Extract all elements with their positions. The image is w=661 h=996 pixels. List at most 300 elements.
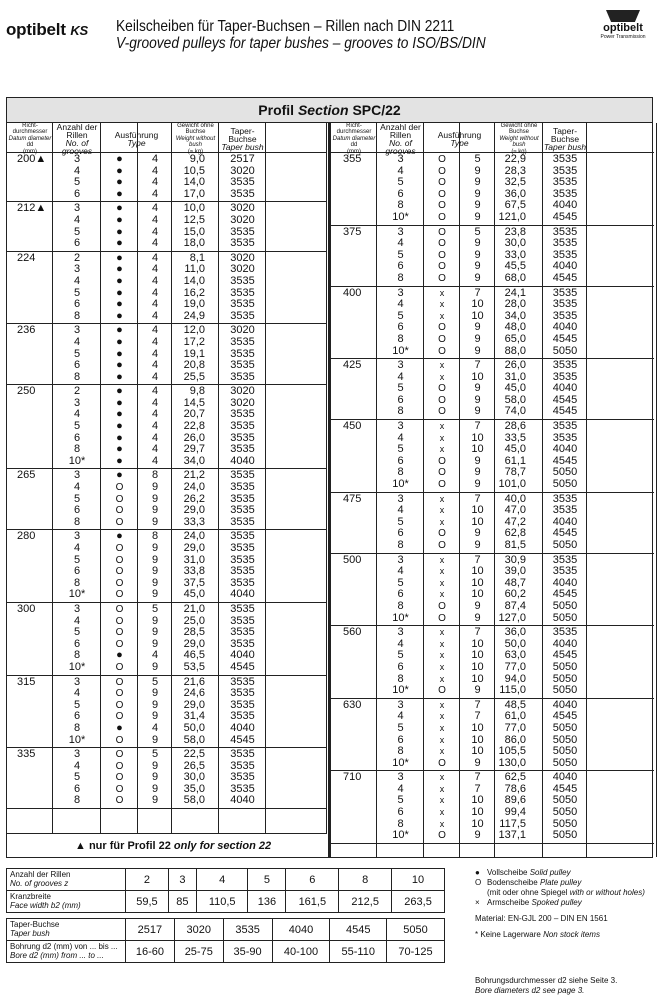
taper-bush: 5050 [552,599,578,612]
legend [475,868,645,996]
type-number: 5 [151,675,159,688]
diameter-group [7,385,327,469]
groove-count: 4 [397,298,404,311]
taper-bush: 4545 [230,733,255,746]
type-symbol: O [115,734,124,746]
type-symbol: x [439,310,445,321]
weight: 130,0 [498,756,526,769]
type-number: 9 [474,164,481,177]
type-number: 4 [151,263,159,276]
table-row [7,723,327,735]
table-row [7,735,327,747]
column-header [7,123,53,153]
bush-bore-table [6,918,445,963]
section-de: Profil [258,102,295,118]
taper-bush: 5050 [552,478,578,491]
taper-bush: 3020 [230,263,255,276]
groove-count: 4 [73,213,81,226]
type-symbol: O [115,795,124,807]
diameter-group [331,699,654,772]
type-number: 10 [471,588,484,601]
face-width-cell: 59,5 [126,891,169,913]
table-row [331,273,654,285]
type-symbol: ● [116,202,123,215]
table-row [7,543,327,555]
weight: 53,5 [183,660,205,673]
header-en: Datum diameter [332,135,376,142]
header-en: Type [127,138,146,148]
type-symbol: x [439,818,445,829]
table-row [7,238,327,250]
taper-bush: 4040 [552,698,578,711]
table-row [7,578,327,590]
type-symbol: ● [116,298,123,311]
taper-bush: 3535 [552,248,578,261]
table-row [7,531,327,543]
taper-bush: 3535 [230,576,255,589]
type-number: 10 [471,649,484,662]
groove-count: 4 [73,408,81,421]
type-symbol: O [115,482,124,494]
taper-bush: 3535 [552,298,578,311]
datum-diameter: 475 [343,492,362,505]
table-row [331,433,654,445]
taper-bush: 3535 [552,164,578,177]
legend-bore-en: Bore diameters d2 see page 3. [475,986,585,995]
datum-diameter: 250 [17,385,36,398]
type-symbol: ● [116,263,123,276]
table-row [331,360,654,372]
groove-count: 5 [397,515,404,528]
face-width-cell: 263,5 [392,891,445,913]
table-row [7,566,327,578]
bore-cell: 55-110 [330,941,387,963]
table-row [331,650,654,662]
table-row [331,322,654,334]
type-symbol: x [439,516,445,527]
type-number: 9 [474,332,481,345]
taper-bush: 3535 [230,698,255,711]
groove-count: 5 [397,443,404,456]
table-row [7,166,327,178]
row-groups [331,153,654,844]
weight: 78,7 [504,466,526,479]
groove-count: 3 [397,153,404,165]
type-number: 5 [151,602,159,615]
table-row [331,795,654,807]
belt-logo-icon [606,10,640,22]
groove-count: 8 [397,405,404,418]
type-symbol: ● [116,153,123,165]
taper-bush: 5050 [552,611,578,624]
type-symbol: ● [116,164,123,177]
type-symbol: O [115,516,124,528]
type-symbol: ● [116,454,123,467]
type-symbol: ● [116,370,123,383]
groove-count: 5 [73,420,81,433]
bore-note-de: Bohrungsdurchmesser d2 siehe Seite 3. [475,976,618,985]
taper-bush: 4040 [552,382,578,395]
groove-count: 4 [73,481,81,494]
weight: 137,1 [498,829,526,842]
weight: 29,0 [183,504,205,517]
type-symbol: x [439,807,445,818]
legend-spoked-de: Armscheibe [487,898,530,907]
taper-bush: 3535 [230,225,255,238]
weight: 48,5 [504,698,526,711]
brand [6,20,88,40]
face-width-cell: 110,5 [196,891,248,913]
type-number: 10 [471,817,484,830]
type-number: 9 [474,527,481,540]
groove-count: 6 [397,588,404,601]
taper-bush: 4040 [230,649,255,662]
type-number: 9 [151,687,159,700]
type-symbol: ● [116,443,123,456]
header-de: Taper-Buchse [550,126,580,144]
weight: 86,0 [504,733,526,746]
taper-bush: 3535 [230,347,255,360]
type-symbol: O [438,757,446,769]
type-symbol: O [115,615,124,627]
groove-count: 6 [73,359,81,372]
bush-cell: 3020 [174,919,223,941]
table-row [331,589,654,601]
footnote [7,833,327,857]
title-en: V-grooved pulleys for taper bushes – grooves to ISO/BS/DIN [116,35,486,52]
groove-count: 5 [397,576,404,589]
groove-count: 5 [73,553,81,566]
type-number: 7 [474,710,481,723]
table-row [7,386,327,398]
groove-count: 8 [73,794,81,807]
type-symbol: O [438,830,446,842]
taper-bush: 3020 [230,324,255,337]
column-header [495,123,543,153]
taper-bush: 4040 [552,515,578,528]
diameter-group [7,469,327,530]
type-number: 9 [474,466,481,479]
bush-cell: 3535 [223,919,272,941]
weight: 19,1 [183,347,205,360]
taper-bush: 4040 [552,637,578,650]
taper-bush: 3535 [552,286,578,299]
type-symbol: x [439,638,445,649]
weight: 45,0 [504,443,526,456]
type-number: 4 [151,309,159,322]
groove-count: 6 [73,504,81,517]
weight: 20,7 [183,408,205,421]
header-de: Gewicht ohne Buchse [500,122,538,136]
taper-bush: 4545 [552,527,578,540]
table-row [331,406,654,418]
type-symbol: ● [116,408,123,421]
datum-diameter: 224 [17,251,36,264]
type-number: 9 [151,515,159,528]
type-number: 4 [151,420,159,433]
groove-count: 3 [73,263,81,276]
taper-bush: 4040 [230,794,255,807]
table-row [331,528,654,540]
legend-spoked [475,898,645,908]
weight: 62,8 [504,527,526,540]
type-number: 10 [471,672,484,685]
type-number: 7 [474,286,481,299]
table-row [7,288,327,300]
type-symbol: ● [116,237,123,250]
table-row [7,589,327,601]
diameter-group [7,748,327,809]
diameter-group [331,420,654,493]
weight: 26,5 [183,759,205,772]
groove-count: 10* [392,210,409,223]
header-en: Datum diameter [8,135,52,142]
datum-diameter: 236 [17,324,36,337]
table-row [7,409,327,421]
taper-bush: 3020 [230,396,255,409]
type-number: 9 [474,756,481,769]
type-symbol: O [438,406,446,418]
datum-diameter: 300 [17,602,36,615]
table-row [331,311,654,323]
type-number: 9 [151,492,159,505]
type-symbol: O [438,211,446,223]
header-en: No. of grooves [61,138,93,156]
weight: 33,0 [504,248,526,261]
legend-plate-note-de: (mit oder ohne Spiegel [487,888,568,897]
type-symbol: O [115,627,124,639]
table-row [331,383,654,395]
taper-bush: 4545 [552,332,578,345]
type-symbol: x [439,650,445,661]
groove-count: 6 [73,637,81,650]
table-row [331,685,654,697]
table-row [7,604,327,616]
column-header [53,122,101,156]
table-row [7,444,327,456]
type-symbol: O [438,612,446,624]
taper-bush: 4040 [552,199,578,212]
datum-diameter: 560 [343,626,362,639]
groove-count: 6 [397,260,404,273]
bush-cell: 4545 [330,919,387,941]
type-number: 9 [474,393,481,406]
table-row [331,212,654,224]
bore-label [7,941,126,963]
weight: 67,5 [504,199,526,212]
weight: 28,5 [183,626,205,639]
taper-bush: 3535 [230,492,255,505]
table-row [331,517,654,529]
type-number: 9 [151,771,159,784]
type-symbol: x [439,795,445,806]
header-de: Richt-durchmesser [336,122,372,136]
weight: 87,4 [504,599,526,612]
weight: 9,8 [189,385,205,398]
type-number: 4 [151,251,159,264]
weight: 81,5 [504,539,526,551]
type-number: 9 [151,759,159,772]
type-number: 9 [151,733,159,746]
weight: 11,0 [184,263,205,276]
weight: 115,0 [499,684,526,697]
legend-stock-de: * Keine Lagerware [475,930,541,939]
type-number: 9 [151,481,159,494]
type-number: 7 [474,420,481,433]
header-de: Gewicht ohne Buchse [177,122,214,136]
groove-count: 4 [73,164,81,177]
face-width-cell: 212,5 [339,891,392,913]
taper-bush: 3535 [552,309,578,322]
type-number: 9 [151,698,159,711]
type-number: 9 [474,176,481,189]
taper-bush: 4545 [552,271,578,284]
type-number: 9 [474,478,481,491]
groove-count: 2 [73,251,81,264]
type-number: 4 [151,443,159,456]
weight: 8,1 [189,251,205,264]
type-symbol: O [438,249,446,261]
groove-count: 4 [73,614,81,627]
taper-bush: 3535 [230,687,255,700]
legend-plate-note-en: with or without holes) [569,888,645,897]
taper-bush: 4545 [552,588,578,601]
taper-bush: 3535 [230,530,255,543]
type-symbol: ● [116,324,123,337]
table-row [7,505,327,517]
material: Material: EN-GJL 200 – DIN EN 1561 [475,914,608,923]
type-number: 4 [151,202,159,215]
table-row [7,398,327,410]
header-brand-suffix: KS [70,23,88,38]
type-number: 10 [471,504,484,517]
taper-bush: 4545 [552,210,578,223]
taper-bush: 3535 [552,225,578,238]
type-symbol: ● [116,251,123,264]
weight: 61,0 [504,710,526,723]
header-en: No. of grooves [385,138,416,156]
weight: 47,2 [504,515,526,528]
groove-count: 10* [392,344,409,357]
type-symbol: O [438,455,446,467]
table-row [331,711,654,723]
type-number: 9 [474,237,481,250]
groove-count: 5 [73,492,81,505]
type-number: 5 [474,153,481,165]
groove-count: 5 [73,286,81,299]
groove-count-cell: 8 [339,869,392,891]
weight: 32,5 [504,176,526,189]
type-number: 4 [151,164,159,177]
table-row [7,555,327,567]
weight: 21,0 [183,602,205,615]
type-number: 8 [151,530,159,543]
groove-count: 8 [73,443,81,456]
pulley-table [6,97,653,858]
type-number: 10 [471,431,484,444]
legend-spoked-en: Spoked pulley [531,898,582,907]
type-number: 4 [151,225,159,238]
groove-count: 8 [397,539,404,551]
taper-bush: 3535 [552,431,578,444]
groove-count: 3 [73,153,81,165]
datum-diameter: 710 [343,771,362,784]
table-row [7,276,327,288]
footnote-de: ▲ nur für Profil 22 [75,840,174,852]
type-symbol: ● [116,335,123,348]
weight: 12,0 [183,324,205,337]
table-row [331,746,654,758]
taper-bush: 5050 [552,817,578,830]
diameter-group [7,603,327,676]
type-number: 10 [471,660,484,673]
groove-count-cell: 5 [248,869,286,891]
groove-count: 8 [73,515,81,528]
weight: 33,5 [504,431,526,444]
table-row [7,360,327,372]
groove-count: 5 [397,649,404,662]
weight: 68,0 [504,271,526,284]
weight: 99,4 [504,806,526,819]
type-symbol: x [439,444,445,455]
type-symbol: O [438,685,446,697]
taper-bush: 3020 [230,202,255,215]
legend-plate-en: Plate pulley [539,878,582,887]
taper-bush: 3535 [230,176,255,189]
type-number: 10 [471,806,484,819]
type-symbol: x [439,589,445,600]
table-row [7,627,327,639]
grooves-table-label1-en: No. of grooves z [10,878,69,888]
table-row [331,494,654,506]
table-row [7,494,327,506]
bush-table-label1-en: Taper bush [10,928,50,938]
type-symbol: O [115,505,124,517]
type-symbol: O [115,493,124,505]
type-symbol: x [439,493,445,504]
table-row [331,456,654,468]
weight: 78,6 [504,782,526,795]
type-number: 9 [151,710,159,723]
table-row [331,772,654,784]
table-row [331,674,654,686]
type-symbol: x [439,505,445,516]
weight: 62,5 [504,771,526,784]
type-number: 9 [151,660,159,673]
weight: 58,0 [504,393,526,406]
groove-count: 10* [392,684,409,697]
table-row [7,264,327,276]
column-header [377,122,424,156]
type-symbol: O [438,238,446,250]
weight: 14,5 [183,396,205,409]
table-row [7,616,327,628]
taper-bush: 4040 [552,260,578,273]
header-de: Anzahl der Rillen [56,122,98,140]
type-symbol: x [439,554,445,565]
groove-count: 10* [68,660,86,673]
table-row [7,772,327,784]
type-symbol: ● [116,469,123,482]
type-number: 7 [474,359,481,372]
type-number: 10 [471,576,484,589]
groove-count: 5 [397,794,404,807]
bush-cell: 5050 [387,919,445,941]
weight: 94,0 [504,672,526,685]
weight: 18,0 [183,237,205,250]
bush-table-label2-en: Bore d2 (mm) from ... to ... [10,950,104,960]
weight: 29,0 [183,542,205,554]
